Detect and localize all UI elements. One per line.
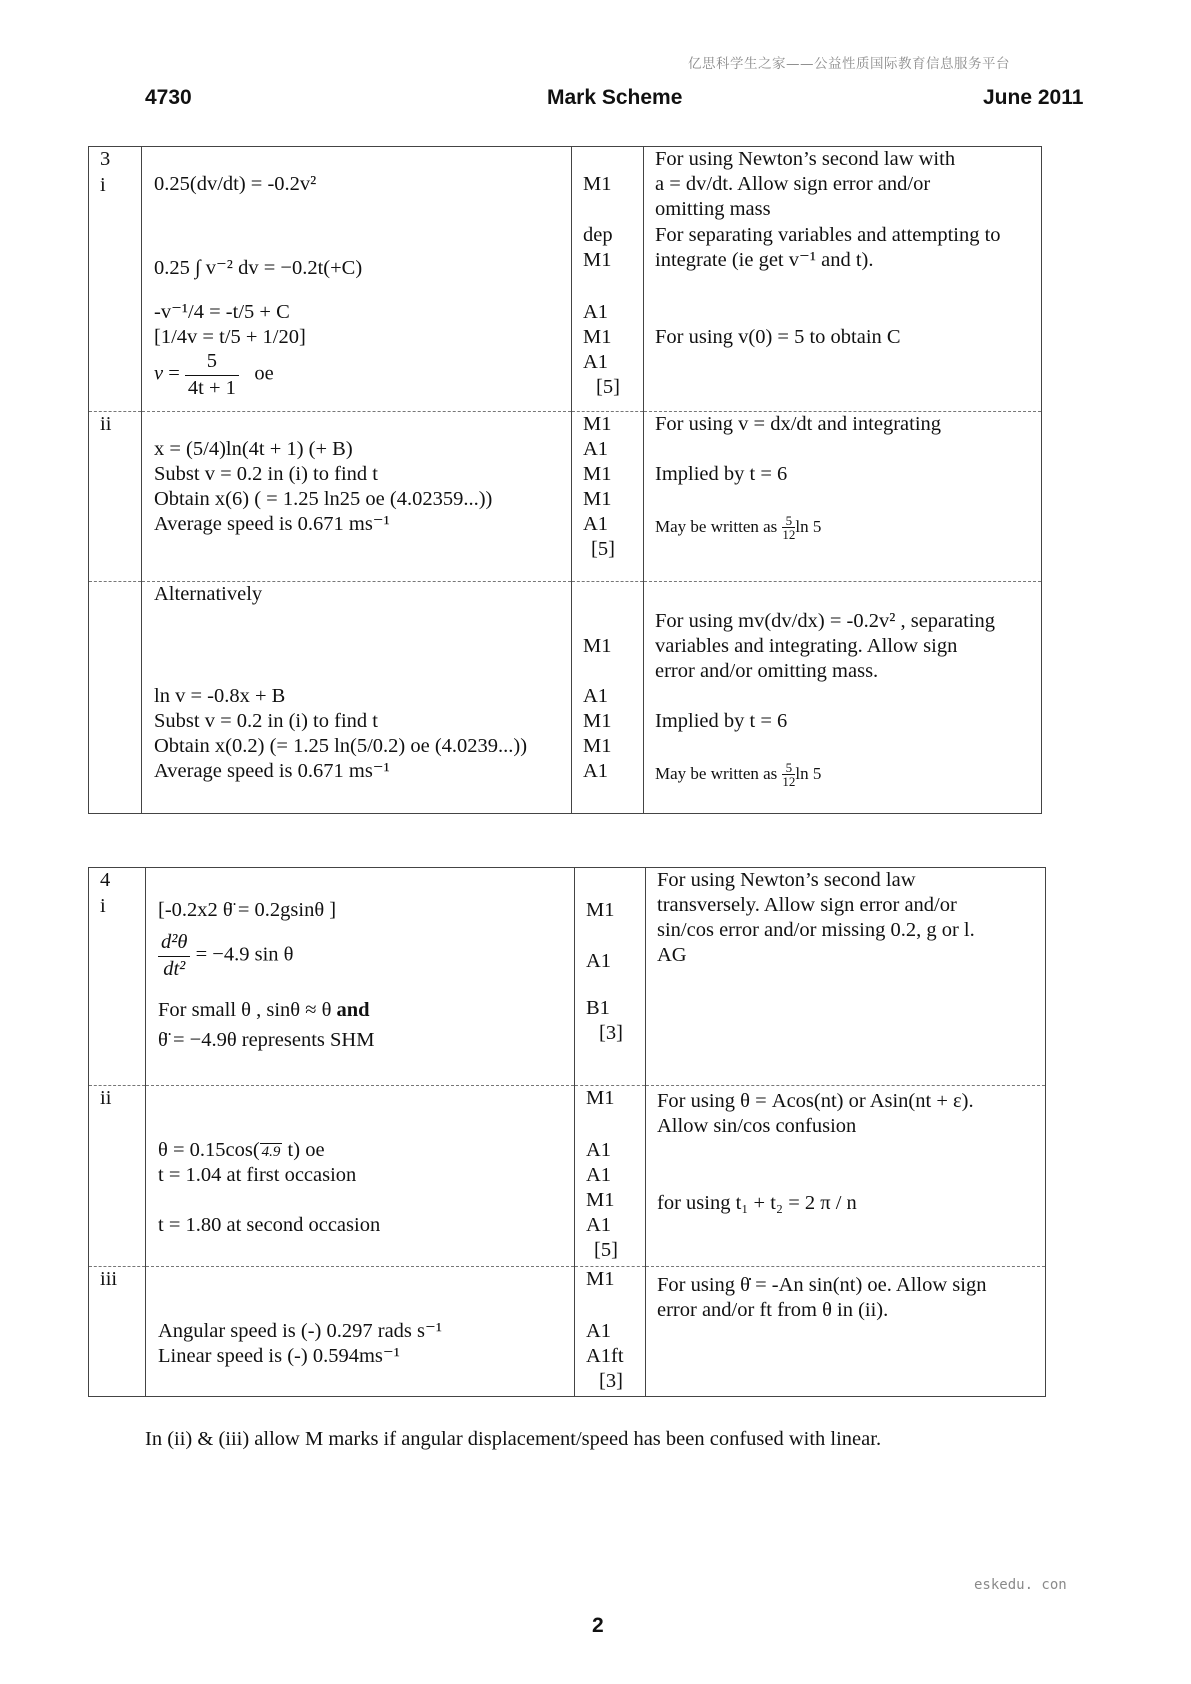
mark-total: [5] xyxy=(594,1239,618,1261)
fraction: $\frac{5}{12}$ xyxy=(782,760,796,789)
guidance-line: for using t₁ + t₂ = 2 π / n xyxy=(657,1192,857,1214)
q3-alternative-row xyxy=(89,582,1042,814)
alternative-heading: Alternatively xyxy=(154,583,263,605)
mark: M1 xyxy=(586,1087,615,1109)
guidance-line: For using θ = Acos(nt) or Asin(nt + ε). xyxy=(657,1090,974,1112)
exam-code: 4730 xyxy=(145,86,192,109)
answer-line: x = (5/4)ln(4t + 1) (+ B) xyxy=(154,438,353,460)
fraction: $\frac{\text{d²θ}}{\text{dt²}}$ xyxy=(158,930,190,982)
guidance-line: May be written as $\frac{5}{12}\ln$ 5 xyxy=(655,760,822,789)
answer-line: Obtain x(0.2) (= 1.25 ln(5/0.2) oe (4.0239...)) xyxy=(154,735,528,757)
part-label: ii xyxy=(100,413,112,435)
answer-line: Average speed is 0.671 ms⁻¹ xyxy=(154,760,390,782)
mark: M1 xyxy=(583,326,612,348)
mark-total: [3] xyxy=(599,1370,623,1392)
mark: M1 xyxy=(583,735,612,757)
question-number: 4 xyxy=(100,869,111,891)
guidance-line: Implied by t = 6 xyxy=(655,463,788,485)
watermark-bottom: eskedu. con xyxy=(974,1577,1067,1593)
guidance-line: Allow sin/cos confusion xyxy=(657,1115,857,1137)
mark: A1 xyxy=(586,1214,612,1236)
mark: A1 xyxy=(583,301,609,323)
guidance-line: variables and integrating. Allow sign xyxy=(655,635,958,657)
mark: A1 xyxy=(583,438,609,460)
q4-part-ii-row xyxy=(89,1086,1046,1267)
guidance-line: Implied by t = 6 xyxy=(655,710,788,732)
part-label: iii xyxy=(100,1268,118,1290)
mark-total: [3] xyxy=(599,1022,623,1044)
guidance-line: For using θ̇ = -An sin(nt) oe. Allow sign xyxy=(657,1274,987,1296)
page-number: 2 xyxy=(592,1614,604,1637)
watermark-top: 亿思科学生之家——公益性质国际教育信息服务平台 xyxy=(688,56,1010,72)
mark: M1 xyxy=(583,488,612,510)
answer-line: 0.25 ∫ v⁻² dv = −0.2t(+C) xyxy=(154,257,363,279)
answer-line: 0.25(dv/dt) = -0.2v² xyxy=(154,173,317,195)
answer-line: For small θ , sinθ ≈ θ and xyxy=(158,999,370,1021)
fraction: $\frac{5}{4t + 1}$ xyxy=(185,349,239,401)
q4-part-i-row xyxy=(89,868,1046,1086)
question-4-table xyxy=(88,867,1046,1397)
mark: M1 xyxy=(586,1189,615,1211)
q4-part-iii-row xyxy=(89,1267,1046,1397)
answer-line: [1/4v = t/5 + 1/20] xyxy=(154,326,306,348)
question-3-table xyxy=(88,146,1042,814)
answer-line: v = $\frac{5}{4t + 1}$ oe xyxy=(142,349,274,401)
mark: dep xyxy=(583,224,613,246)
square-root: 4.9 xyxy=(261,1144,281,1160)
q3-part-ii-row xyxy=(89,412,1042,582)
mark: M1 xyxy=(586,899,615,921)
answer-line: Subst v = 0.2 in (i) to find t xyxy=(154,463,378,485)
mark: M1 xyxy=(583,463,612,485)
mark: M1 xyxy=(583,173,612,195)
mark-total: [5] xyxy=(596,376,620,398)
mark: A1 xyxy=(583,760,609,782)
guidance-line: omitting mass xyxy=(655,198,771,220)
guidance-line: For using v(0) = 5 to obtain C xyxy=(655,326,901,348)
exam-date: June 2011 xyxy=(983,86,1084,109)
answer-line: Obtain x(6) ( = 1.25 ln25 oe (4.02359...)) xyxy=(154,488,493,510)
mark: B1 xyxy=(586,997,610,1019)
answer-line: $\frac{\text{d²θ}}{\text{dt²}}$ = −4.9 sin θ xyxy=(146,930,293,982)
part-label: ii xyxy=(100,1087,112,1109)
mark: M1 xyxy=(583,413,612,435)
answer-line: ln v = -0.8x + B xyxy=(154,685,286,707)
answer-line: Linear speed is (-) 0.594ms⁻¹ xyxy=(158,1345,400,1367)
q3-part-i-row xyxy=(89,147,1042,412)
part-label: i xyxy=(100,173,106,196)
mark-total: [5] xyxy=(591,538,615,560)
mark: A1 xyxy=(583,513,609,535)
answer-line: -v⁻¹/4 = -t/5 + C xyxy=(154,301,290,323)
guidance-line: error and/or ft from θ in (ii). xyxy=(657,1299,889,1321)
document-title: Mark Scheme xyxy=(547,86,683,109)
guidance-line: For using Newton’s second law with xyxy=(655,148,956,170)
guidance-line: For using v = dx/dt and integrating xyxy=(655,413,942,435)
guidance-line: error and/or omitting mass. xyxy=(655,660,879,682)
answer-line: Average speed is 0.671 ms⁻¹ xyxy=(154,513,390,535)
guidance-line: transversely. Allow sign error and/or xyxy=(657,894,957,916)
mark: A1 xyxy=(586,1139,612,1161)
answer-line: θ = 0.15cos( 4.9 t) oe xyxy=(158,1139,325,1161)
footnote: In (ii) & (iii) allow M marks if angular displacement/speed has been confused with linear. xyxy=(145,1428,882,1450)
guidance-line: integrate (ie get v⁻¹ and t). xyxy=(655,249,874,271)
answer-line: t = 1.04 at first occasion xyxy=(158,1164,357,1186)
mark: A1 xyxy=(586,1164,612,1186)
guidance-line: For separating variables and attempting to xyxy=(655,224,1001,246)
answer-line: [-0.2x2 θ̈ = 0.2gsinθ ] xyxy=(158,899,337,921)
mark: A1 xyxy=(583,685,609,707)
mark: A1ft xyxy=(586,1345,624,1367)
answer-line: Angular speed is (-) 0.297 rads s⁻¹ xyxy=(158,1320,442,1342)
guidance-line: For using mv(dv/dx) = -0.2v² , separating xyxy=(655,610,995,632)
mark: M1 xyxy=(583,249,612,271)
question-number: 3 xyxy=(100,148,111,170)
guidance-line: sin/cos error and/or missing 0.2, g or l. xyxy=(657,919,975,941)
answer-line: Subst v = 0.2 in (i) to find t xyxy=(154,710,378,732)
answer-line: t = 1.80 at second occasion xyxy=(158,1214,381,1236)
guidance-line: a = dv/dt. Allow sign error and/or xyxy=(655,173,931,195)
mark: A1 xyxy=(586,950,612,972)
part-label: i xyxy=(100,894,106,917)
guidance-line: May be written as $\frac{5}{12}\ln$ 5 xyxy=(655,513,822,542)
answer-line: θ̈ = −4.9θ represents SHM xyxy=(158,1029,375,1051)
mark: M1 xyxy=(583,635,612,657)
mark: A1 xyxy=(586,1320,612,1342)
fraction: $\frac{5}{12}$ xyxy=(782,513,796,542)
mark: A1 xyxy=(583,351,609,373)
mark: M1 xyxy=(583,710,612,732)
mark: M1 xyxy=(586,1268,615,1290)
guidance-line: For using Newton’s second law xyxy=(657,869,916,891)
guidance-line: AG xyxy=(657,944,687,966)
